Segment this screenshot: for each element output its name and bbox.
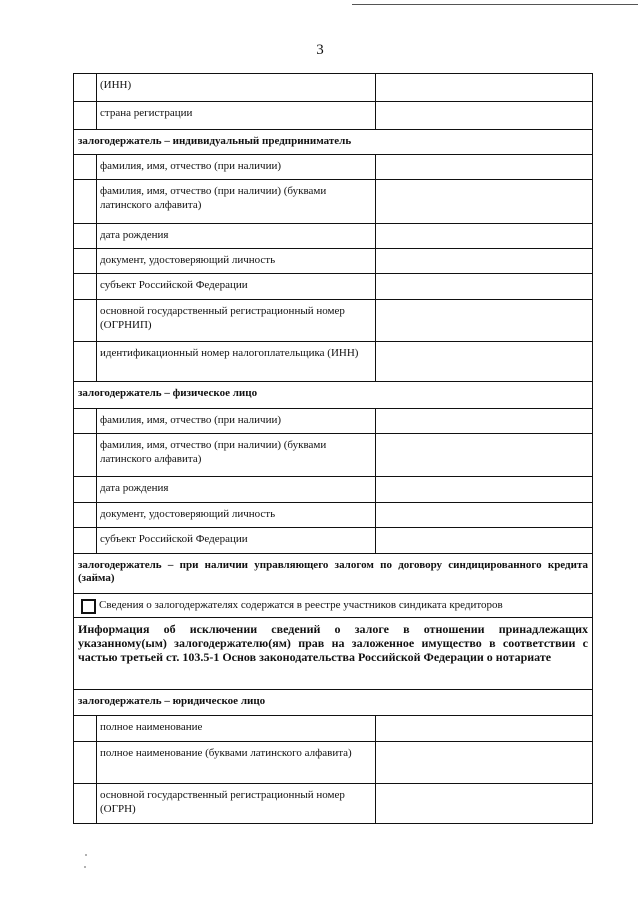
section-syndicate-title: залогодержатель – при наличии управляющего залогом по договору синдицированного кредита (займа) — [78, 559, 588, 584]
row-fl-subject — [74, 527, 592, 553]
label-ip-ogrnip: основной государственный регистрационный номер (ОГРНИП) — [96, 300, 376, 341]
value-ip-birth[interactable] — [377, 224, 592, 248]
row-fl-fio-lat — [74, 433, 592, 476]
syndicate-check-label: Сведения о залогодержателях содержатся в реестре участников синдиката кредиторов — [99, 599, 503, 611]
value-ip-fio-lat[interactable] — [377, 180, 592, 223]
row-fl-doc — [74, 502, 592, 527]
value-ul-name[interactable] — [377, 716, 592, 741]
row-ul-name — [74, 715, 592, 741]
row-fl-birth — [74, 476, 592, 502]
value-ip-doc[interactable] — [377, 249, 592, 273]
row-ip-inn — [74, 341, 592, 381]
value-ip-fio[interactable] — [377, 155, 592, 179]
row-syndicate-check — [74, 593, 592, 617]
section-ul-title: залогодержатель – юридическое лицо — [78, 695, 266, 707]
value-fl-doc[interactable] — [377, 503, 592, 527]
scan-speck — [84, 866, 86, 868]
value-ip-ogrnip[interactable] — [377, 300, 592, 341]
section-ul — [74, 689, 592, 715]
section-info-exclusion — [74, 617, 592, 689]
value-fl-subject[interactable] — [377, 528, 592, 553]
section-ip-title: залогодержатель – индивидуальный предприниматель — [78, 135, 352, 147]
syndicate-checkbox[interactable] — [81, 599, 96, 614]
section-fl — [74, 381, 592, 408]
value-ip-subject[interactable] — [377, 274, 592, 299]
label-ip-subject: субъект Российской Федерации — [96, 274, 376, 299]
value-country[interactable] — [377, 102, 592, 129]
label-ul-ogrn: основной государственный регистрационный номер (ОГРН) — [96, 784, 376, 823]
row-ip-birth — [74, 223, 592, 248]
label-ip-birth: дата рождения — [96, 224, 376, 248]
section-syndicate — [74, 553, 592, 593]
row-country — [74, 101, 592, 129]
label-fl-birth: дата рождения — [96, 477, 376, 502]
value-ul-ogrn[interactable] — [377, 784, 592, 823]
value-inn[interactable] — [377, 74, 592, 101]
label-ip-fio: фамилия, имя, отчество (при наличии) — [96, 155, 376, 179]
value-ip-inn[interactable] — [377, 342, 592, 381]
value-ul-name-lat[interactable] — [377, 742, 592, 783]
label-fl-subject: субъект Российской Федерации — [96, 528, 376, 553]
row-fl-fio — [74, 408, 592, 433]
scan-speck — [85, 854, 87, 856]
label-fl-doc: документ, удостоверяющий личность — [96, 503, 376, 527]
label-ul-name: полное наименование — [96, 716, 376, 741]
value-fl-birth[interactable] — [377, 477, 592, 502]
row-inn — [74, 73, 592, 101]
form-table — [73, 73, 593, 824]
info-exclusion-text: Информация об исключении сведений о залоге в отношении принадлежащих указанному(ым) залогодержателю(ям) прав на заложенное имущество в соответствии с частью третьей ст. 103.5-1 Основ законодательства Российской Федерации о нотариате — [78, 622, 588, 664]
section-fl-title: залогодержатель – физическое лицо — [78, 387, 258, 399]
row-ip-doc — [74, 248, 592, 273]
value-fl-fio-lat[interactable] — [377, 434, 592, 476]
row-ip-fio-lat — [74, 179, 592, 223]
top-border-line — [352, 4, 638, 5]
label-fl-fio: фамилия, имя, отчество (при наличии) — [96, 409, 376, 433]
row-ip-ogrnip — [74, 299, 592, 341]
row-ul-name-lat — [74, 741, 592, 783]
row-ip-subject — [74, 273, 592, 299]
label-ip-doc: документ, удостоверяющий личность — [96, 249, 376, 273]
page-number: 3 — [316, 42, 324, 58]
row-ul-ogrn — [74, 783, 592, 823]
label-inn: (ИНН) — [96, 74, 376, 101]
value-fl-fio[interactable] — [377, 409, 592, 433]
row-ip-fio — [74, 154, 592, 179]
label-country: страна регистрации — [96, 102, 376, 129]
label-fl-fio-lat: фамилия, имя, отчество (при наличии) (буквами латинского алфавита) — [96, 434, 376, 476]
label-ip-fio-lat: фамилия, имя, отчество (при наличии) (буквами латинского алфавита) — [96, 180, 376, 223]
label-ul-name-lat: полное наименование (буквами латинского алфавита) — [96, 742, 376, 783]
section-ip — [74, 129, 592, 154]
label-ip-inn: идентификационный номер налогоплательщика (ИНН) — [96, 342, 376, 381]
